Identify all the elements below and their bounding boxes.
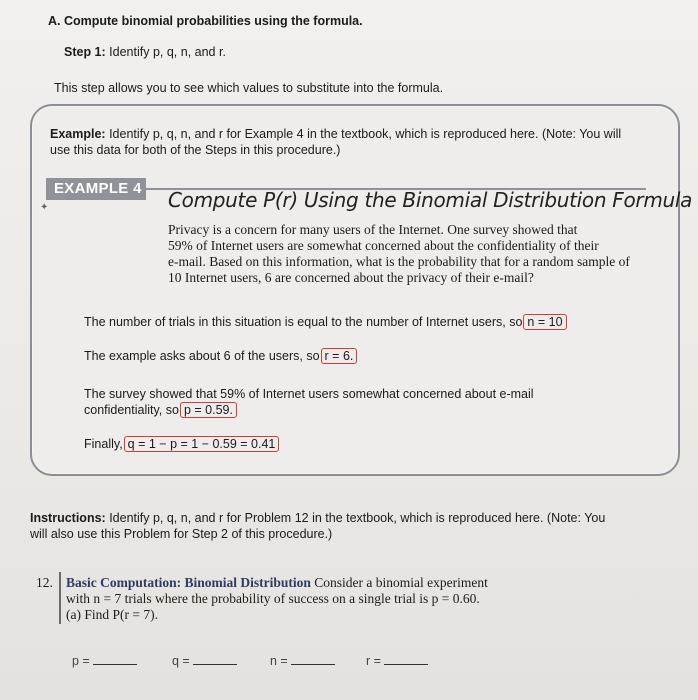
q-answer-text: Finally, xyxy=(84,437,123,451)
example4-body-line: 10 Internet users, 6 are concerned about the privacy of their e-mail? xyxy=(168,270,534,285)
r-answer-line xyxy=(84,348,357,364)
example-intro xyxy=(50,126,670,158)
step1-label: Step 1: xyxy=(64,45,106,59)
q-answer-line xyxy=(84,436,279,452)
r-fill-label: r = xyxy=(366,654,381,668)
example4-body xyxy=(168,222,658,286)
example4-body-line: 59% of Internet users are somewhat concerned about the confidentiality of their xyxy=(168,238,599,253)
problem12-bar xyxy=(59,572,61,624)
p-fill xyxy=(72,653,137,669)
n-answer-box: n = 10 xyxy=(523,314,566,330)
r-fill xyxy=(366,653,428,669)
n-answer-text: The number of trials in this situation is equal to the number of Internet users, so xyxy=(84,315,523,329)
n-fill xyxy=(270,653,335,669)
p-answer-text1: The survey showed that 59% of Internet users somewhat concerned about e-mail xyxy=(84,387,534,401)
problem12-number: 12. xyxy=(36,575,53,590)
p-answer-line xyxy=(84,386,534,418)
problem12-line3: (a) Find P(r = 7). xyxy=(66,607,158,622)
p-blank[interactable] xyxy=(93,653,137,665)
sparkle-icon: ✦ xyxy=(40,202,49,213)
p-fill-label: p = xyxy=(72,654,90,668)
example4-title: Compute P(r) Using the Binomial Distribution Formula xyxy=(168,188,693,212)
problem12-line2: with n = 7 trials where the probability of success on a single trial is p = 0.60. xyxy=(66,591,480,606)
step1-description: This step allows you to see which values to substitute into the formula. xyxy=(54,81,444,95)
p-answer-box: p = 0.59. xyxy=(180,402,237,418)
problem12-text xyxy=(66,575,666,623)
example4-body-line: e-mail. Based on this information, what is the probability that for a random sample of xyxy=(168,254,630,269)
instructions-line2: will also use this Problem for Step 2 of this procedure.) xyxy=(30,527,333,541)
example4-tab: EXAMPLE 4 xyxy=(46,178,146,200)
q-fill-label: q = xyxy=(172,654,190,668)
instructions xyxy=(30,510,680,542)
example4-body-line: Privacy is a concern for many users of the Internet. One survey showed that xyxy=(168,222,578,237)
problem12-line1: Consider a binomial experiment xyxy=(314,575,488,590)
q-answer-box: q = 1 − p = 1 − 0.59 = 0.41 xyxy=(124,436,280,452)
instructions-line1: Identify p, q, n, and r for Problem 12 in the textbook, which is reproduced here. (Note: You xyxy=(109,511,606,525)
p-answer-text2: confidentiality, so xyxy=(84,403,179,417)
step1-text: Identify p, q, n, and r. xyxy=(109,45,226,59)
r-answer-box: r = 6. xyxy=(321,348,358,364)
instructions-label: Instructions: xyxy=(30,511,106,525)
r-blank[interactable] xyxy=(384,653,428,665)
section-a-heading: A. Compute binomial probabilities using the formula. xyxy=(48,14,363,28)
q-blank[interactable] xyxy=(193,653,237,665)
n-answer-line xyxy=(84,314,567,330)
example-box xyxy=(30,104,680,476)
example-label: Example: xyxy=(50,127,106,141)
step1-line xyxy=(64,44,226,60)
n-fill-label: n = xyxy=(270,654,288,668)
example-intro-line1: Identify p, q, n, and r for Example 4 in the textbook, which is reproduced here. (Note: You will xyxy=(109,127,622,141)
example-intro-line2: use this data for both of the Steps in this procedure.) xyxy=(50,143,341,157)
q-fill xyxy=(172,653,237,669)
n-blank[interactable] xyxy=(291,653,335,665)
problem12-heading: Basic Computation: Binomial Distribution xyxy=(66,575,311,590)
r-answer-text: The example asks about 6 of the users, so xyxy=(84,349,320,363)
